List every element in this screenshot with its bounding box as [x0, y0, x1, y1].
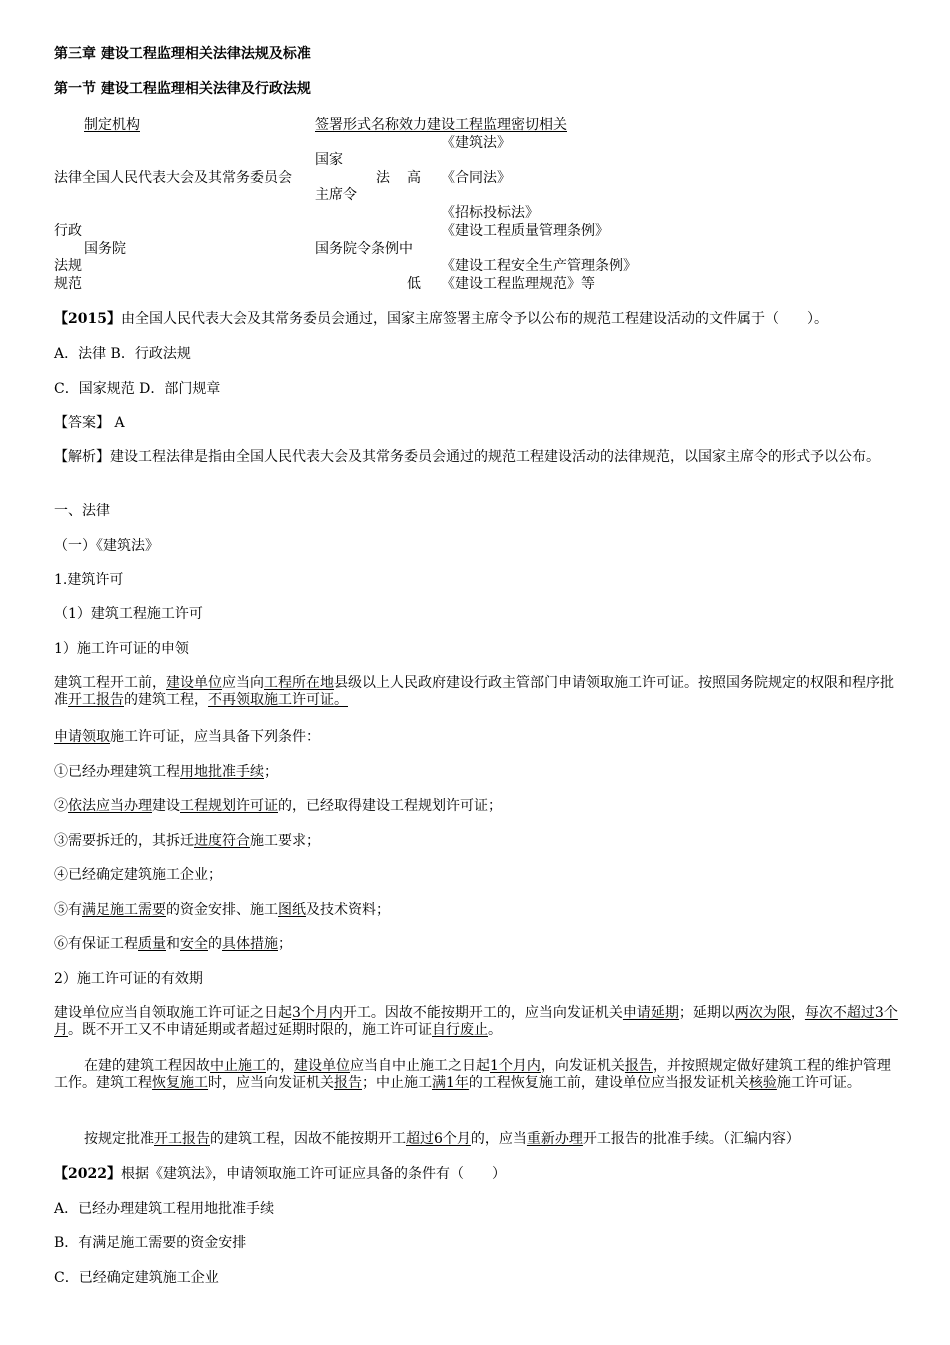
- emphasis: 超过6个月: [406, 1131, 471, 1147]
- condition-5: [54, 902, 390, 918]
- text: 的工程恢复施工前，建设单位应当报发证机关: [468, 1075, 749, 1091]
- text: 应当向: [222, 675, 264, 691]
- text: 。: [488, 1022, 502, 1038]
- emphasis: 不再领取施工许可证。: [208, 692, 348, 708]
- emphasis: 开工报告: [154, 1131, 210, 1147]
- text: 县级以上人民政府建设行政主管部门申请领取施工许可证。按照国务院规定的权限和程序批准: [54, 675, 894, 708]
- law-sign-2: 主席令: [315, 187, 357, 203]
- text: 的，已经取得建设工程规划许可证；: [278, 798, 502, 814]
- emphasis: 核验: [748, 1075, 777, 1091]
- reg-item: 《建设工程安全生产管理条例》: [441, 258, 637, 274]
- law-item: 《合同法》: [441, 170, 511, 186]
- text: ，并按照规定做好建筑工程的维护管理工作。建筑工程: [54, 1058, 891, 1091]
- emphasis: 开工报告: [68, 692, 124, 708]
- paragraph-suspension: [54, 1058, 898, 1092]
- emphasis: 申请延期: [622, 1005, 679, 1021]
- text: ；中止施工: [362, 1075, 432, 1091]
- option-c: C．已经确定建筑施工企业: [54, 1270, 219, 1286]
- paragraph-conditions-intro: [54, 729, 320, 745]
- law-item: 《建筑法》: [441, 135, 511, 151]
- text: 的建筑工程，: [124, 692, 208, 708]
- text: 建筑工程开工前，: [54, 675, 166, 691]
- emphasis: 1个月内: [490, 1058, 541, 1074]
- table-header-org: 制定机构: [84, 117, 140, 133]
- std-item: 《建设工程监理规范》等: [441, 276, 595, 292]
- law-item: 《招标投标法》: [441, 205, 539, 221]
- question-2015: [54, 311, 828, 327]
- analysis: 【解析】建设工程法律是指由全国人民代表大会及其常务委员会通过的规范工程建设活动的法律规范，以国家主席令的形式予以公布。: [54, 449, 880, 465]
- reg-type-2: 法规: [54, 258, 82, 274]
- emphasis: 重新办理: [526, 1131, 583, 1147]
- heading-permit-application: 1）施工许可证的申领: [54, 641, 189, 657]
- text: ；: [278, 936, 292, 952]
- emphasis: 自行废止: [432, 1022, 488, 1038]
- section-title: 第一节 建设工程监理相关法律及行政法规: [54, 81, 311, 97]
- paragraph-permit-application: [54, 675, 898, 709]
- condition-1: [54, 764, 278, 780]
- text: ①已经办理建筑工程: [54, 764, 180, 780]
- text: 的建筑工程，因故不能按期开工: [210, 1131, 406, 1147]
- text: 施工许可证。: [776, 1075, 861, 1091]
- heading-permit-validity: 2）施工许可证的有效期: [54, 971, 203, 987]
- emphasis: 依法应当办理: [68, 798, 152, 814]
- text: 按规定批准: [84, 1131, 154, 1147]
- text: 建设: [152, 798, 180, 814]
- paragraph-start-report: [54, 1131, 898, 1148]
- text: ；: [264, 764, 278, 780]
- heading-permit: 1.建筑许可: [54, 572, 124, 588]
- condition-4: ④已经确定建筑施工企业；: [54, 867, 222, 883]
- text: 建设单位应当自领取施工许可证之日起: [54, 1005, 292, 1021]
- chapter-title: 第三章 建设工程监理相关法律法规及标准: [54, 46, 311, 62]
- question-2022: [54, 1166, 506, 1182]
- emphasis: 两次为限: [734, 1005, 791, 1021]
- emphasis: 质量: [138, 936, 166, 952]
- reg-org: 国务院: [84, 241, 126, 257]
- reg-type-1: 行政: [54, 223, 82, 239]
- emphasis: 3个月内: [292, 1005, 343, 1021]
- condition-2: [54, 798, 502, 814]
- option-b: B．有满足施工需要的资金安排: [54, 1235, 247, 1251]
- law-name: 法: [376, 170, 390, 186]
- emphasis: 申请领取: [54, 729, 110, 745]
- heading-construction-law: （一）《建筑法》: [54, 538, 159, 554]
- std-force: 低: [407, 276, 421, 292]
- emphasis: 工程规划许可证: [180, 798, 278, 814]
- question-text: 根据《建筑法》，申请领取施工许可证应具备的条件有（ ）: [120, 1166, 506, 1182]
- emphasis: 工程所在地: [264, 675, 334, 691]
- text: 应当自中止施工之日起: [350, 1058, 490, 1074]
- text: 的资金安排、施工: [166, 902, 278, 918]
- text: 及技术资料；: [306, 902, 390, 918]
- emphasis: 报告: [334, 1075, 362, 1091]
- law-sign-1: 国家: [315, 152, 343, 168]
- text: ⑥有保证工程: [54, 936, 138, 952]
- std-type: 规范: [54, 276, 82, 292]
- emphasis: 用地批准手续: [180, 764, 264, 780]
- emphasis: 进度符合: [194, 833, 250, 849]
- text: 的，应当: [470, 1131, 527, 1147]
- question-text: 由全国人民代表大会及其常务委员会通过，国家主席签署主席令予以公布的规范工程建设活动的文件属于（ ）。: [120, 311, 828, 327]
- question-tag: 【2015】: [54, 311, 121, 327]
- text: ；延期以: [678, 1005, 735, 1021]
- text: 和: [166, 936, 180, 952]
- text: 时，应当向发证机关: [208, 1075, 334, 1091]
- option-a: A．已经办理建筑工程用地批准手续: [54, 1201, 275, 1217]
- text: 施工要求；: [250, 833, 320, 849]
- emphasis: 安全: [180, 936, 208, 952]
- emphasis: 满1年: [432, 1075, 469, 1091]
- condition-3: [54, 833, 320, 849]
- emphasis: 恢复施工: [152, 1075, 208, 1091]
- law-force: 高: [407, 170, 421, 186]
- question-tag: 【2022】: [54, 1166, 121, 1182]
- options-line-2: C．国家规范 D．部门规章: [54, 381, 221, 397]
- text: 开工报告的批准手续。（汇编内容）: [582, 1131, 800, 1147]
- text: 的: [208, 936, 222, 952]
- law-org: 法律全国人民代表大会及其常务委员会: [54, 170, 292, 186]
- text: ③需要拆迁的，其拆迁: [54, 833, 194, 849]
- text: ，: [790, 1005, 805, 1021]
- text: ⑤有: [54, 902, 82, 918]
- emphasis: 满足施工需要: [82, 902, 166, 918]
- condition-6: [54, 936, 292, 952]
- text: 施工许可证，应当具备下列条件：: [110, 729, 320, 745]
- paragraph-validity: [54, 1005, 898, 1039]
- options-line-1: A．法律 B．行政法规: [54, 346, 191, 362]
- text: ，向发证机关: [540, 1058, 625, 1074]
- text: 的，: [266, 1058, 294, 1074]
- text: 。既不开工又不申请延期或者超过延期时限的，施工许可证: [68, 1022, 432, 1038]
- emphasis: 每次不超过3个月: [54, 1005, 898, 1038]
- text: 开工。因故不能按期开工的，应当向发证机关: [342, 1005, 623, 1021]
- heading-law: 一、法律: [54, 503, 110, 519]
- reg-sign: 国务院令条例中: [315, 241, 413, 257]
- emphasis: 中止施工: [210, 1058, 266, 1074]
- reg-item: 《建设工程质量管理条例》: [441, 223, 609, 239]
- emphasis: 建设单位: [166, 675, 222, 691]
- text: 在建的建筑工程因故: [84, 1058, 210, 1074]
- emphasis: 报告: [624, 1058, 653, 1074]
- emphasis: 图纸: [278, 902, 306, 918]
- answer: 【答案】 A: [54, 415, 125, 431]
- text: ②: [54, 798, 68, 814]
- emphasis: 具体措施: [222, 936, 278, 952]
- emphasis: 建设单位: [294, 1058, 350, 1074]
- table-header-rest: 签署形式名称效力建设工程监理密切相关: [315, 117, 567, 133]
- heading-construction-permit: （1）建筑工程施工许可: [54, 606, 203, 622]
